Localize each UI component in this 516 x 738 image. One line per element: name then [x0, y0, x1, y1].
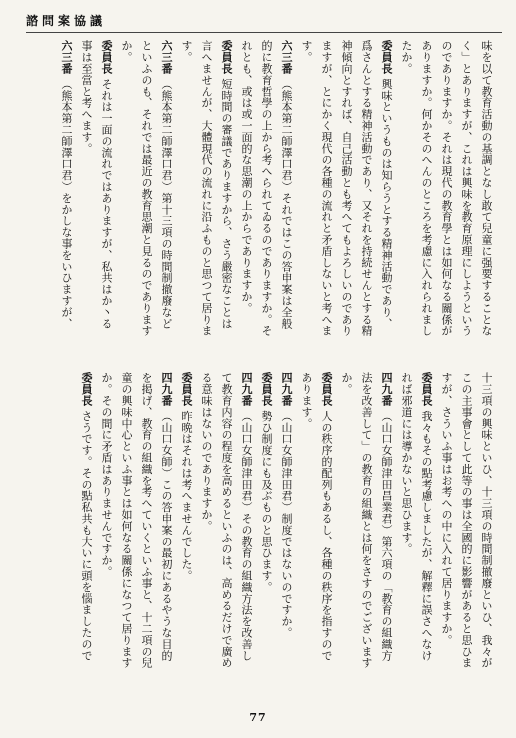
speaker-label: 委員長	[80, 372, 93, 407]
dialogue-turn	[196, 372, 256, 672]
lower-text-band	[28, 372, 496, 672]
header-rule	[26, 32, 502, 33]
speaker-label: 六三番	[280, 40, 293, 75]
turn-text: 興味というものは知らうとする精神活動であり、爲さんとする精神活動であり、又それを持続せんとする精神傾向とすれば、自己活動とも考へてもよろしいのでありますが、とにかく現代の各種の流れと矛盾しないと考へます。	[300, 40, 393, 337]
dialogue-turn	[296, 372, 336, 672]
speaker-label: 四九番	[240, 372, 253, 407]
dialogue-turn	[336, 372, 396, 672]
dialogue-turn	[276, 372, 296, 672]
turn-text: 勢ひ制度にも及ぶものと思ひます。	[260, 410, 273, 593]
dialogue-turn	[176, 372, 196, 672]
upper-text-band	[28, 40, 496, 340]
running-header: 諮問案協議	[26, 14, 107, 28]
speaker-label: 委員長	[100, 40, 113, 75]
turn-text: （熊本第二師澤口君）をかしな事をいひますが、	[60, 78, 73, 330]
dialogue-turn	[436, 372, 496, 672]
speaker-label: 委員長	[220, 40, 233, 75]
dialogue-turn	[396, 40, 496, 340]
dialogue-turn	[76, 40, 116, 340]
speaker-label: 六三番	[160, 40, 173, 75]
speaker-label: 四九番	[160, 372, 173, 407]
dialogue-turn	[76, 372, 96, 672]
turn-text: （熊本第二師澤口君）第十三項の時間制撤廢などといふのも、それでは最近の教育思潮と見るのでありますか。	[120, 40, 173, 337]
turn-text: （山口女師）この答申案の最初にあるやうな目的を掲げ、教育の組織を考へていくといふ事と、十二項の兒童の興味中心といふ事とは如何なる關係になつて居りますか。その間に矛盾はありませんですか。	[100, 372, 173, 669]
dialogue-turn	[236, 40, 296, 340]
turn-text: （山口女師津田君）その教育の組織方法を改善して教育内容の程度を高めるといふのは、高めるだけで廣める意味はないのでありますか。	[200, 372, 253, 669]
turn-text: 人の秩序的配列もあるし、各種の秩序を指すのであります。	[300, 372, 333, 662]
page-number: 77	[249, 711, 267, 724]
speaker-label: 六三番	[60, 40, 73, 75]
turn-text: 味を以て教育活動の基調となし敢て兒童に强要することなく」とありますが、これは興味を教育原理にしようというのでありますか。それは現代の教育學とは如何なる關係がありますか。何かそのへんのところを考慮に入れられましたか。	[400, 40, 493, 337]
turn-text: 短時間の審議でありますから、さう嚴密なことは言へませんが、大體現代の流れに沿ふものと思つて居ります。	[180, 40, 233, 337]
dialogue-turn	[296, 40, 396, 340]
speaker-label: 委員長	[320, 372, 333, 407]
turn-text: それは一面の流れではありますが、私共はか丶る事は至當と考へます。	[80, 40, 113, 330]
speaker-label: 委員長	[420, 372, 433, 407]
turn-text: さうです。その點私共も大いに頭を惱ましたので	[80, 410, 93, 662]
speaker-label: 委員長	[180, 372, 193, 407]
turn-text: （山口女師津田君）制度ではないのですか。	[280, 410, 293, 639]
speaker-label: 委員長	[260, 372, 273, 407]
dialogue-turn	[256, 372, 276, 672]
dialogue-turn	[176, 40, 236, 340]
turn-text: 昨晩はそれは考へませんでした。	[180, 410, 193, 582]
turn-text: （山口女師津田昌業君）第六項の「教育の組織方法を改善して」の教育の組織とは何をさすのでございますか。	[340, 372, 393, 669]
turn-text: 十三項の興味といひ、十三項の時間制撤廢といひ、我々がこの主事會として此等の事は全國的に影響があると思ひますが、さういふ事はお考への中に入れて居りますか。	[440, 372, 493, 669]
dialogue-turn	[96, 372, 176, 672]
speaker-label: 委員長	[380, 40, 393, 75]
dialogue-turn	[116, 40, 176, 340]
speaker-label: 四九番	[380, 372, 393, 407]
dialogue-turn	[396, 372, 436, 672]
turn-text: （熊本第二師澤口君）それではこの答申案は全般的に教育哲學の上から考へられてゐるのでありますか。それとも、或は或一面的な思潮の上からでありますか。	[240, 40, 293, 337]
dialogue-turn	[56, 40, 76, 340]
speaker-label: 四九番	[280, 372, 293, 407]
turn-text: 我々もその點考慮しましたが、解釋に誤さへなければ邪道には導かないと思ひます。	[400, 372, 433, 662]
